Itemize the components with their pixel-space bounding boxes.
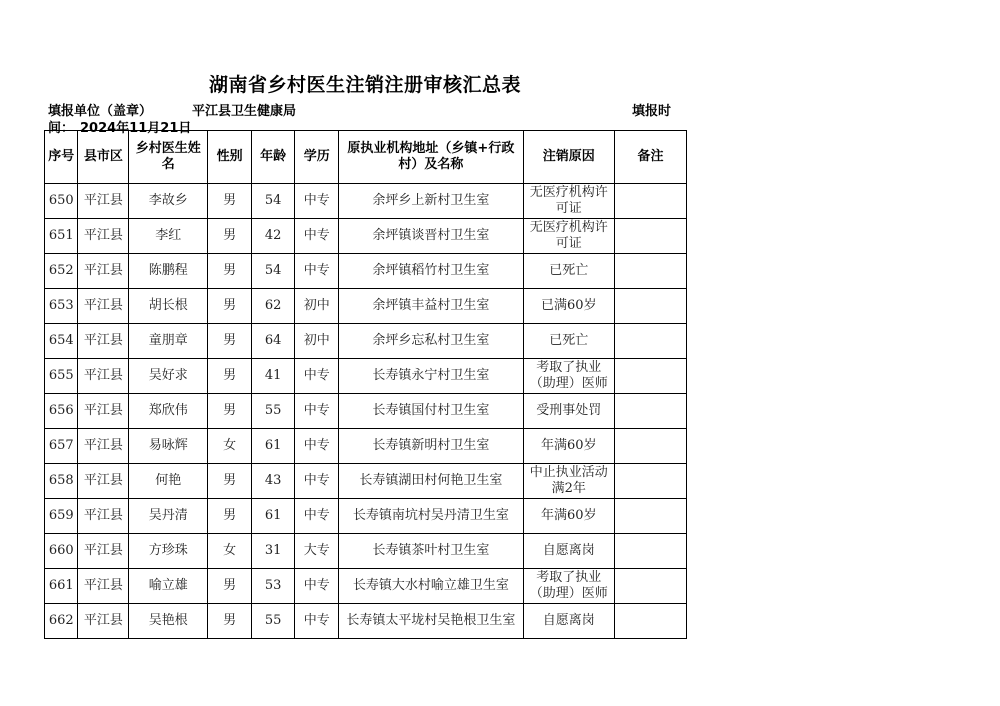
table-row: [45, 534, 687, 569]
column-header: 备注: [614, 131, 686, 184]
reason-cell: 受刑事处罚: [523, 394, 614, 429]
age-cell: 54: [251, 184, 295, 219]
county-cell: 平江县: [78, 359, 129, 394]
remark-cell: [614, 324, 686, 359]
reason-cell: 无医疗机构许可证: [523, 219, 614, 254]
county-cell: 平江县: [78, 569, 129, 604]
institution-cell: 长寿镇国付村卫生室: [339, 394, 524, 429]
remark-cell: [614, 359, 686, 394]
institution-cell: 长寿镇南坑村吴丹清卫生室: [339, 499, 524, 534]
education-cell: 初中: [295, 289, 339, 324]
institution-cell: 余坪镇丰益村卫生室: [339, 289, 524, 324]
age-cell: 53: [251, 569, 295, 604]
serial-cell: 656: [45, 394, 78, 429]
gender-cell: 男: [208, 359, 252, 394]
reason-cell: 已满60岁: [523, 289, 614, 324]
doctor-name-cell: 吴艳根: [129, 604, 208, 639]
report-date: 2024年11月21日: [80, 121, 192, 136]
age-cell: 64: [251, 324, 295, 359]
age-cell: 61: [251, 429, 295, 464]
county-cell: 平江县: [78, 289, 129, 324]
serial-cell: 654: [45, 324, 78, 359]
education-cell: 初中: [295, 324, 339, 359]
serial-cell: 661: [45, 569, 78, 604]
doctor-name-cell: 胡长根: [129, 289, 208, 324]
serial-cell: 662: [45, 604, 78, 639]
table-row: [45, 569, 687, 604]
serial-cell: 660: [45, 534, 78, 569]
table-row: [45, 429, 687, 464]
county-cell: 平江县: [78, 394, 129, 429]
doctor-name-cell: 李故乡: [129, 184, 208, 219]
remark-cell: [614, 464, 686, 499]
column-header: 原执业机构地址（乡镇+行政村）及名称: [339, 131, 524, 184]
doctor-name-cell: 郑欣伟: [129, 394, 208, 429]
remark-cell: [614, 569, 686, 604]
age-cell: 43: [251, 464, 295, 499]
age-cell: 55: [251, 604, 295, 639]
table-row: [45, 219, 687, 254]
serial-cell: 657: [45, 429, 78, 464]
time-label: 填报时: [632, 104, 672, 119]
serial-cell: 655: [45, 359, 78, 394]
serial-cell: 658: [45, 464, 78, 499]
remark-cell: [614, 184, 686, 219]
unit-value: 平江县卫生健康局: [192, 104, 297, 119]
gender-cell: 男: [208, 394, 252, 429]
county-cell: 平江县: [78, 604, 129, 639]
age-cell: 61: [251, 499, 295, 534]
age-cell: 62: [251, 289, 295, 324]
education-cell: 中专: [295, 394, 339, 429]
gender-cell: 女: [208, 429, 252, 464]
education-cell: 中专: [295, 499, 339, 534]
column-header: 乡村医生姓名: [129, 131, 208, 184]
table-row: [45, 324, 687, 359]
county-cell: 平江县: [78, 184, 129, 219]
education-cell: 中专: [295, 184, 339, 219]
serial-cell: 653: [45, 289, 78, 324]
doctor-name-cell: 陈鹏程: [129, 254, 208, 289]
education-cell: 中专: [295, 569, 339, 604]
table-row: [45, 604, 687, 639]
age-cell: 55: [251, 394, 295, 429]
education-cell: 大专: [295, 534, 339, 569]
doctor-name-cell: 喻立雄: [129, 569, 208, 604]
reason-cell: 年满60岁: [523, 499, 614, 534]
reason-cell: 自愿离岗: [523, 604, 614, 639]
doctor-name-cell: 李红: [129, 219, 208, 254]
reason-cell: 无医疗机构许可证: [523, 184, 614, 219]
education-cell: 中专: [295, 359, 339, 394]
table-row: [45, 464, 687, 499]
county-cell: 平江县: [78, 534, 129, 569]
table-row: [45, 289, 687, 324]
table-row: [45, 184, 687, 219]
table-row: [45, 394, 687, 429]
gender-cell: 男: [208, 289, 252, 324]
institution-cell: 余坪镇稻竹村卫生室: [339, 254, 524, 289]
table-row: [45, 499, 687, 534]
reason-cell: 中止执业活动满2年: [523, 464, 614, 499]
remark-cell: [614, 394, 686, 429]
institution-cell: 余坪镇谈晋村卫生室: [339, 219, 524, 254]
reason-cell: 考取了执业（助理）医师: [523, 359, 614, 394]
age-cell: 41: [251, 359, 295, 394]
age-cell: 31: [251, 534, 295, 569]
doctor-name-cell: 童朋章: [129, 324, 208, 359]
county-cell: 平江县: [78, 429, 129, 464]
doctor-name-cell: 易咏辉: [129, 429, 208, 464]
gender-cell: 男: [208, 219, 252, 254]
education-cell: 中专: [295, 604, 339, 639]
remark-cell: [614, 534, 686, 569]
gender-cell: 男: [208, 464, 252, 499]
county-cell: 平江县: [78, 499, 129, 534]
gender-cell: 女: [208, 534, 252, 569]
institution-cell: 长寿镇大水村喻立雄卫生室: [339, 569, 524, 604]
institution-cell: 余坪乡忘私村卫生室: [339, 324, 524, 359]
time-label-continued: 间：: [48, 121, 75, 136]
gender-cell: 男: [208, 499, 252, 534]
gender-cell: 男: [208, 324, 252, 359]
doctor-name-cell: 吴好求: [129, 359, 208, 394]
gender-cell: 男: [208, 184, 252, 219]
doctor-name-cell: 方珍珠: [129, 534, 208, 569]
remark-cell: [614, 604, 686, 639]
serial-cell: 650: [45, 184, 78, 219]
header-row: [45, 131, 687, 184]
county-cell: 平江县: [78, 219, 129, 254]
gender-cell: 男: [208, 254, 252, 289]
unit-label: 填报单位（盖章）: [48, 104, 153, 119]
remark-cell: [614, 499, 686, 534]
reason-cell: 考取了执业（助理）医师: [523, 569, 614, 604]
county-cell: 平江县: [78, 324, 129, 359]
column-header: 学历: [295, 131, 339, 184]
remark-cell: [614, 254, 686, 289]
column-header: 县市区: [78, 131, 129, 184]
column-header: 性别: [208, 131, 252, 184]
reason-cell: 自愿离岗: [523, 534, 614, 569]
page-title: 湖南省乡村医生注销注册审核汇总表: [208, 74, 521, 96]
reason-cell: 已死亡: [523, 254, 614, 289]
gender-cell: 男: [208, 569, 252, 604]
age-cell: 42: [251, 219, 295, 254]
column-header: 注销原因: [523, 131, 614, 184]
institution-cell: 长寿镇太平垅村吴艳根卫生室: [339, 604, 524, 639]
institution-cell: 长寿镇湖田村何艳卫生室: [339, 464, 524, 499]
age-cell: 54: [251, 254, 295, 289]
reason-cell: 年满60岁: [523, 429, 614, 464]
education-cell: 中专: [295, 464, 339, 499]
remark-cell: [614, 429, 686, 464]
institution-cell: 余坪乡上新村卫生室: [339, 184, 524, 219]
education-cell: 中专: [295, 429, 339, 464]
serial-cell: 652: [45, 254, 78, 289]
education-cell: 中专: [295, 219, 339, 254]
serial-cell: 659: [45, 499, 78, 534]
institution-cell: 长寿镇茶叶村卫生室: [339, 534, 524, 569]
column-header: 序号: [45, 131, 78, 184]
summary-table: [44, 130, 687, 639]
gender-cell: 男: [208, 604, 252, 639]
doctor-name-cell: 何艳: [129, 464, 208, 499]
institution-cell: 长寿镇新明村卫生室: [339, 429, 524, 464]
county-cell: 平江县: [78, 464, 129, 499]
remark-cell: [614, 219, 686, 254]
reason-cell: 已死亡: [523, 324, 614, 359]
county-cell: 平江县: [78, 254, 129, 289]
education-cell: 中专: [295, 254, 339, 289]
table-body: [45, 184, 687, 639]
table-row: [45, 359, 687, 394]
column-header: 年龄: [251, 131, 295, 184]
serial-cell: 651: [45, 219, 78, 254]
remark-cell: [614, 289, 686, 324]
table-row: [45, 254, 687, 289]
institution-cell: 长寿镇永宁村卫生室: [339, 359, 524, 394]
doctor-name-cell: 吴丹清: [129, 499, 208, 534]
